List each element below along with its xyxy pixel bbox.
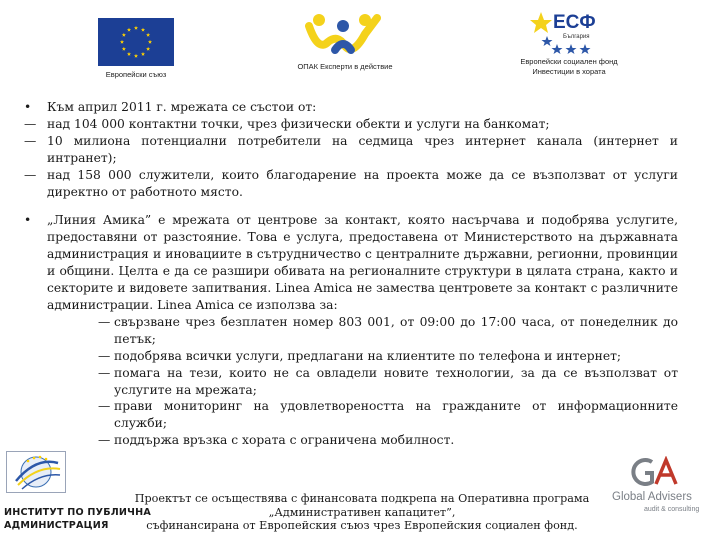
bullet-1-text: Към април 2011 г. мрежата се състои от: (47, 100, 317, 114)
dash-item (24, 116, 678, 133)
sub-item (24, 365, 678, 399)
dash-marker: — (98, 314, 111, 329)
footer-text (122, 492, 602, 533)
sub-item (24, 432, 678, 449)
dash-item-text: 10 милиона потенциални потребители на седмица чрез интернет канала (интернет и интранет); (47, 133, 678, 165)
bullet-2 (24, 212, 678, 313)
sub-item-text: помага на тези, които не са овладели новите технологии, за да се възползват от услугите на мрежата; (114, 365, 678, 397)
eu-flag-logo (98, 18, 174, 66)
institute-name-line-1: ИНСТИТУТ ПО ПУБЛИЧНА (4, 507, 151, 518)
dash-marker: — (98, 433, 111, 448)
esf-logo-sub: България (563, 34, 590, 40)
institute-name-line-2: АДМИНИСТРАЦИЯ (4, 520, 109, 531)
footer-line-3: съфинансирана от Европейския съюз чрез Европейския социален фонд. (146, 519, 578, 533)
sub-item-text: подобрява всички услуги, предлагани на клиентите по телефона и интернет; (114, 348, 622, 363)
sub-item (24, 348, 678, 365)
esf-logo-text: ЕСФ (553, 12, 596, 33)
dash-marker: — (24, 167, 37, 182)
dash-item (24, 133, 678, 167)
footer-line-1: Проектът се осъществява с финансовата подкрепа на Оперативна програма (134, 492, 590, 505)
dash-marker: — (98, 348, 111, 363)
dash-item (24, 167, 678, 201)
dash-marker: — (24, 133, 37, 148)
sub-item-text: свързване чрез безплатен номер 803 001, от 09:00 до 17:00 часа, от понеделник до петък; (114, 314, 678, 346)
institute-logo (6, 451, 66, 493)
eu-caption: Европейски съюз (105, 70, 167, 79)
main-content (24, 99, 678, 449)
sub-item-text: прави мониторинг на удовлетвореността на гражданите от информационните служби; (114, 399, 678, 431)
global-advisers-logo (630, 456, 680, 488)
global-advisers-subtitle: audit & consulting (644, 506, 700, 513)
dash-item-text: над 158 000 служители, които благодарение на проекта може да се възползват от услуги директно от работното място. (47, 167, 678, 199)
bullet-1 (24, 99, 678, 116)
bullet-2-text: „Линия Амика” е мрежата от центрове за контакт, която насърчава и подобрява услугите, предоставяни от разстояние. Това е услуга, предоставена от Министерството на държавната администрация и иновациите в сътрудничество с централните държавни, регионни, провинции и общини. Целта е да се разшири обивата на регионалните структури в цялата страна, както и секторите и видовете запитвания. Linea Amica не замества центровете за контакт с различните администрации. Linea Amica се използва за: (47, 213, 678, 312)
dash-marker: — (24, 116, 37, 131)
bullet-marker: • (24, 213, 32, 228)
esf-caption-2: Инвестиции в хората (532, 67, 606, 76)
opak-caption: ОПАК Експерти в действие (297, 62, 393, 71)
sub-item (24, 314, 678, 348)
footer-line-2: „Административен капацитет”, (268, 505, 456, 519)
bullet-marker: • (24, 100, 32, 114)
dash-item-text: над 104 000 контактни точки, чрез физически обекти и услуги на банкомат; (47, 116, 550, 131)
sub-item (24, 398, 678, 432)
global-advisers-name: Global Advisers (612, 491, 692, 503)
dash-marker: — (98, 399, 111, 414)
esf-caption-1: Европейски социален фонд (520, 57, 618, 66)
sub-item-text: поддържа връзка с хората с ограничена мобилност. (114, 433, 455, 448)
opak-logo (305, 12, 381, 58)
dash-marker: — (98, 365, 111, 380)
